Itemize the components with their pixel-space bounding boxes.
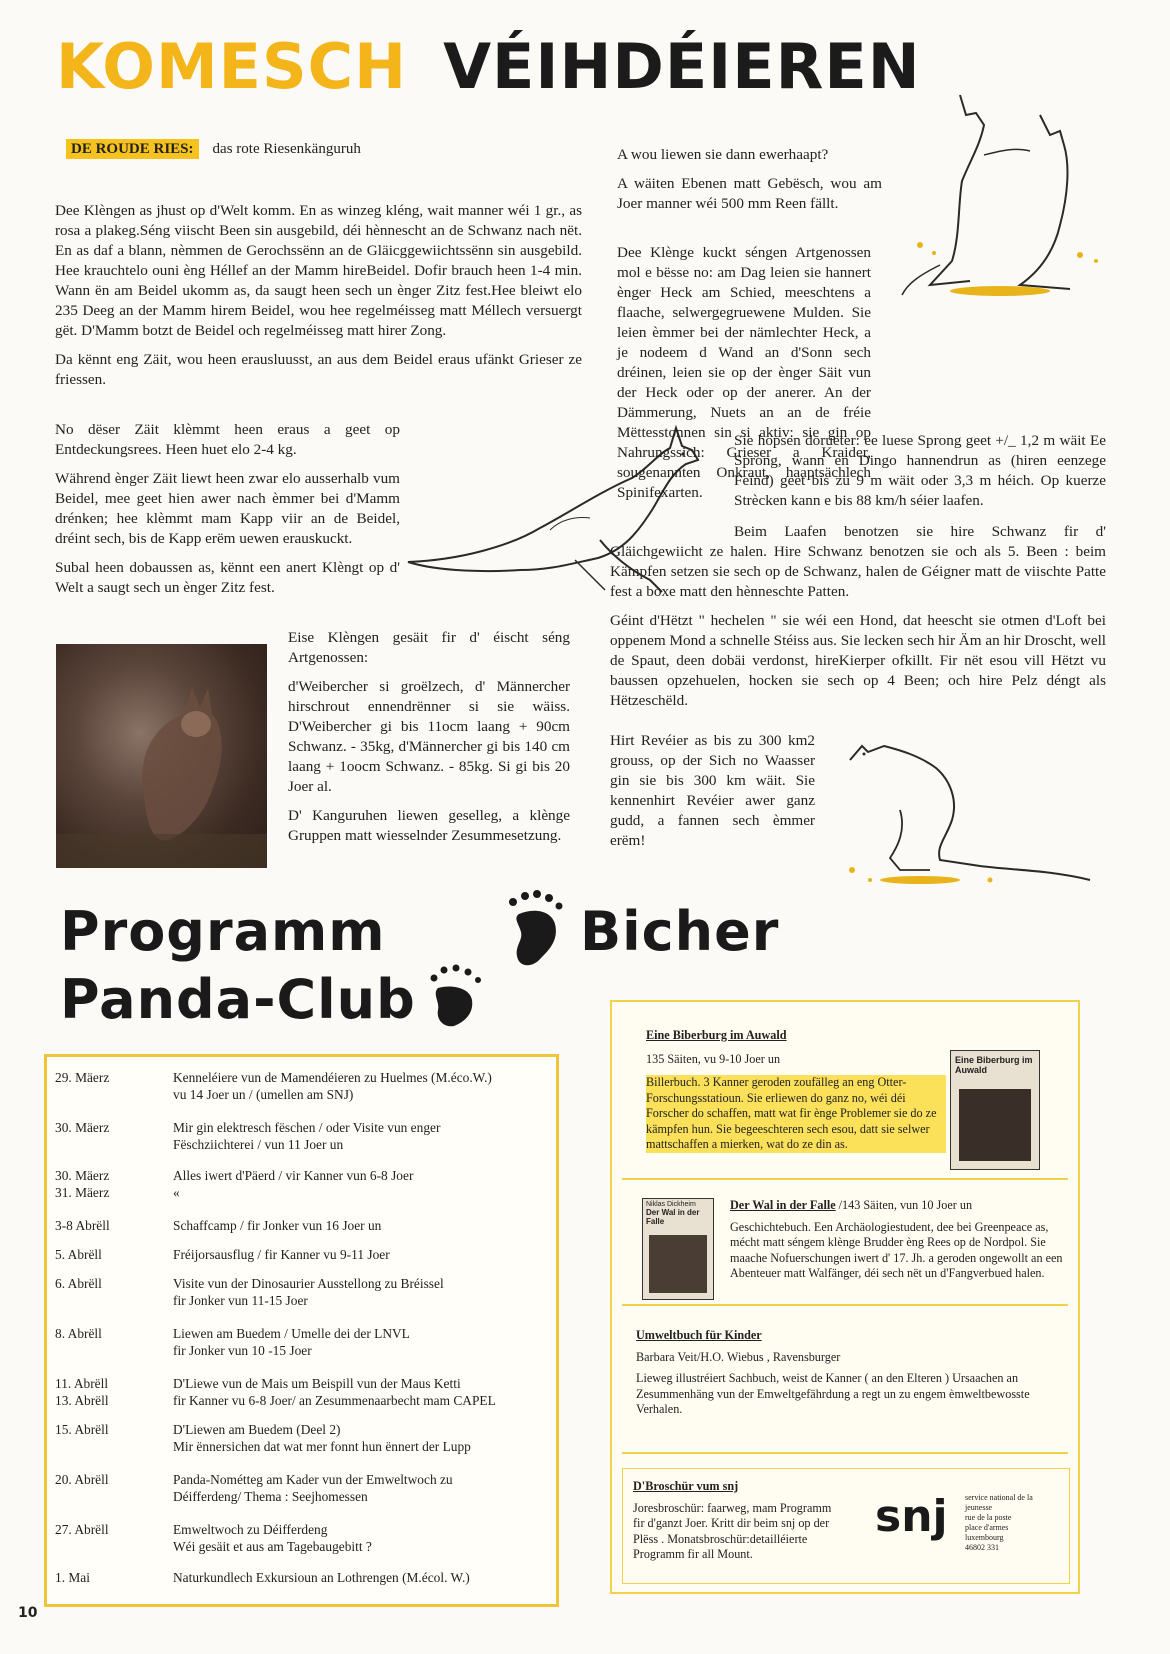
article-heading xyxy=(66,140,361,158)
paragraph: No dëser Zäit klèmmt heen eraus a geet op Entdeckungsrees. Heen huet elo 2-4 kg. xyxy=(55,421,400,458)
title-part2: VÉIHDÉIEREN xyxy=(443,30,921,103)
paragraph: Beim Laafen benotzen sie hire Schwanz fir d' Gläichgewiicht ze halen. Hire Schwanz benotzen sie och als 5. Been : beim Kämpfen setzen sie sech op de Schwanz, halen de Géigner matt de viischte Patte fest a boxe matt den hènneschte Patten. xyxy=(610,523,1106,600)
article-right-lower xyxy=(610,522,1106,720)
book-1-cover-title: Eine Biberburg im Auwald xyxy=(955,1055,1033,1075)
paragraph: Sie hopsen dorueter: ee luese Sprong geet +/_ 1,2 m wäit Ee Sprong, wann en Dingo hannendrun as (hiren eenzege Feind) geet bis zu 9 m wäit oder 3,3 m héich. Op kuerze Strècken kann e bis 88 km/h séier laafen. xyxy=(734,432,1106,509)
paragraph: Dee Klèngen as jhust op d'Welt komm. En as winzeg kléng, wait manner wéi 1 gr., as rosa a plakeg.Séng viischt Been sin ausgebild, déi hènnescht an de Schwanz nach nët. En as daf a blann, nèmmen de Gerochssënn an de Gläicggewiichtssënn sin ausgebild. Hee krauchtelo ouni èng Héllef an der Mamm hireBeidel. Dofir brauch heen 1-4 min. Wann ën am Beidel ukomm as, da saugt heen sech un ènger Zitz fest.Hee bleiwt elo 235 Deeg an der Mamm hirem Beidel, wou hee regelméisseg matt Méllech versuergt gët. D'Mamm botzt de Beidel och regelméisseg matt hirer Zong. xyxy=(55,202,582,339)
program-text: Visite vun der Dinosaurier Ausstellong zu Bréissel fir Jonker vun 11-15 Joer xyxy=(173,1276,444,1308)
article-subtitle: das rote Riesenkänguruh xyxy=(212,141,361,157)
program-row xyxy=(47,1409,556,1455)
program-date: 3-8 Abrëll xyxy=(55,1218,110,1233)
program-date: 5. Abrëll xyxy=(55,1247,102,1262)
program-row xyxy=(47,1505,556,1555)
paragraph: A wäiten Ebenen matt Gebësch, wou am Joer manner wéi 500 mm Reen fällt. xyxy=(617,175,882,212)
program-date: 6. Abrëll xyxy=(55,1276,102,1291)
book-2-cover-title: Der Wal in der Falle xyxy=(646,1208,700,1226)
program-row xyxy=(47,1455,556,1505)
program-text: Emweltwoch zu Déifferdeng Wéi gesäit et aus am Tagebaugebitt ? xyxy=(173,1522,372,1554)
program-text: D'Liewe vun de Mais um Beispill vun der Maus Ketti fir Kanner vu 6-8 Joer/ an Zesummenaarbecht mam CAPEL xyxy=(173,1376,496,1408)
program-date: 30. Mäerz 31. Mäerz xyxy=(55,1168,110,1200)
article-right-bottom xyxy=(610,731,815,860)
program-date: 11. Abrëll 13. Abrëll xyxy=(55,1376,109,1408)
paw-print-icon xyxy=(428,960,488,1030)
program-text: Kenneléiere vun de Mamendéieren zu Huelmes (M.éco.W.) vu 14 Joer un / (umellen am SNJ) xyxy=(173,1070,492,1102)
program-text: Mir gin elektresch fëschen / oder Visite vun enger Fëschziichterei / vun 11 Joer un xyxy=(173,1120,441,1152)
books-box xyxy=(610,1000,1080,1594)
book-1-cover xyxy=(950,1050,1040,1170)
program-row xyxy=(47,1555,556,1586)
kangaroo-photo xyxy=(56,644,267,868)
program-table xyxy=(47,1057,556,1586)
snj-panel xyxy=(622,1468,1070,1584)
program-row xyxy=(47,1201,556,1234)
program-row xyxy=(47,1359,556,1409)
book-3-text: Lieweg illustréiert Sachbuch, weist de Kanner ( an den Elteren ) Ursaachen an Zesummenhäng vun der Emweltgefährdung a regt un zu engem èmweltbewosste Verhalen. xyxy=(636,1371,1030,1416)
program-row xyxy=(47,1057,556,1103)
program-date: 8. Abrëll xyxy=(55,1326,102,1341)
snj-address-line: rue de la poste xyxy=(965,1513,1012,1522)
article-right-hop xyxy=(734,431,1106,520)
paragraph: Subal heen dobaussen as, kënnt een anert Klèngt op d' Welt a saugt sech un ènger Zitz fest. xyxy=(55,559,400,596)
snj-address-line: service national de la jeunesse xyxy=(965,1493,1033,1512)
program-date: 1. Mai xyxy=(55,1570,90,1585)
club-line1: Programm xyxy=(60,900,386,963)
article-left-bottom xyxy=(288,628,570,855)
book-2-title: Der Wal in der Falle xyxy=(730,1198,836,1212)
snj-title: D'Broschür vum snj xyxy=(633,1479,739,1493)
program-text: D'Liewen am Buedem (Deel 2) Mir ënnersichen dat wat mer fonnt hun ënnert der Lupp xyxy=(173,1422,471,1454)
book-1-text: Billerbuch. 3 Kanner geroden zoufälleg an eng Otter- Forschungsstatioun. Sie erliewen do ganz no, wéi déi Forscher do schaffen, matt wat fir ènge Problemer sie do ze kämpfen hun. Sie begeeschteren sech esou, datt sie selwer mattschaffen a mierken, wat do ze din as. xyxy=(646,1075,946,1153)
program-text: Schaffcamp / fir Jonker vun 16 Joer un xyxy=(173,1218,382,1233)
program-text: Alles iwert d'Päerd / vir Kanner vun 6-8 Joer « xyxy=(173,1168,414,1200)
page-title xyxy=(56,30,921,103)
paragraph: d'Weibercher si groëlzech, d' Männercher hirschrout ennendrënner si sie wäiss. D'Weibercher gi bis 11ocm laang + 90cm Schwanz. - 35kg, d'Männercher gi bis 140 cm laang + 1oocm Schwanz. - 85kg. Si gi bis 20 Joer al. xyxy=(288,678,570,795)
paragraph: A wou liewen sie dann ewerhaapt? xyxy=(617,146,829,163)
paragraph: Da kënnt eng Zäit, wou heen erausluusst, an aus dem Beidel eraus ufänkt Grieser ze friessen. xyxy=(55,351,582,388)
paragraph: Während ènger Zäit liewt heen zwar elo ausserhalb vum Beidel, mee geet hien awer nach èmmer bei d'Mamm drénken; hee klèmmt mam Kapp viir an de Beidel, dréint sech, bis de Kapp erëm uewen erauskuckt. xyxy=(55,470,400,547)
snj-logo: snj xyxy=(875,1491,948,1542)
article-left-mid xyxy=(55,420,400,607)
title-part1: KOMESCH xyxy=(56,30,408,103)
paw-print-icon xyxy=(505,888,575,972)
book-1 xyxy=(646,1028,946,1153)
snj-logo-block xyxy=(861,1483,1061,1569)
program-date: 30. Mäerz xyxy=(55,1120,110,1135)
paragraph: Eise Klèngen gesäit fir d' éischt séng Artgenossen: xyxy=(288,629,570,666)
article-left-top xyxy=(55,201,582,399)
program-box xyxy=(44,1054,559,1607)
program-text: Panda-Nométteg am Kader vun der Emweltwoch zu Déifferdeng/ Thema : Seejhomessen xyxy=(173,1472,453,1504)
club-bicher: Bicher xyxy=(580,900,780,963)
program-row xyxy=(47,1103,556,1153)
program-row xyxy=(47,1309,556,1359)
snj-text: Joresbroschür: faarweg, mam Programm fir d'ganzt Joer. Kritt dir beim snj op der Plëss . Monatsbroschür:detailléierte Programm fir all Mount. xyxy=(633,1500,832,1561)
program-date: 27. Abrëll xyxy=(55,1522,109,1537)
program-text: Naturkundlech Exkursioun an Lothrengen (M.écol. W.) xyxy=(173,1570,470,1585)
paragraph: Hirt Revéier as bis zu 300 km2 grouss, op der Sich no Waasser gin sie bis 300 km wäit. Sie kennenhirt Revéier awer ganz gudd, a fannen sech èmmer erëm! xyxy=(610,732,815,849)
book-2-cover-author: Niklas Dickheim xyxy=(646,1201,696,1208)
book-3-title: Umweltbuch für Kinder xyxy=(636,1328,762,1342)
snj-brochure xyxy=(633,1479,833,1563)
book-2-text: Geschichtebuch. Een Archäologiestudent, dee bei Greenpeace as, mécht matt séngem klènge Brudder èng Rees op de Nordpol. Sie maache Nofuerschungen iwert d' 17. Jh. a geroden ongewollt an een Abenteuer matt Walfänger, déi sech nët un d'Fangverbued halen. xyxy=(730,1219,1063,1280)
book-3-sub: Barbara Veit/H.O. Wiebus , Ravensburger xyxy=(636,1349,841,1364)
program-text: Liewen am Buedem / Umelle dei der LNVL fir Jonker vun 10 -15 Joer xyxy=(173,1326,410,1358)
paragraph: Géint d'Hëtzt " hechelen " sie wéi een Hond, dat heescht sie otmen d'Loft bei oppenem Mond a schnelle Stéiss aus. Sie lecken sech hir Äm an hir Droscht, well de Spaut, deen dobäi verdonst, hireKierper ofkillt. Fir nët esou vill Hëtzt vu baussen opzehuelen, hocken sie sech op 4 Been; och hire Pelz déngt als Hëtzeschëld. xyxy=(610,612,1107,709)
program-date: 20. Abrëll xyxy=(55,1472,109,1487)
snj-address-line: place d'armes xyxy=(965,1523,1009,1532)
article-right-top xyxy=(617,145,882,223)
paragraph: D' Kanguruhen liewen geselleg, a klènge Gruppen matt wiesselnder Zesummesetzung. xyxy=(288,807,570,844)
program-date: 15. Abrëll xyxy=(55,1422,109,1437)
article-tag: DE ROUDE RIES: xyxy=(66,139,199,159)
kangaroos-boxing-illustration xyxy=(900,85,1110,305)
book-2-cover xyxy=(642,1198,714,1300)
book-3 xyxy=(636,1328,1068,1418)
book-1-sub: 135 Säiten, vu 9-10 Joer un xyxy=(646,1051,781,1066)
snj-address xyxy=(965,1493,1057,1553)
book-2-sub: /143 Säiten, vun 10 Joer un xyxy=(835,1198,973,1212)
snj-phone: 46802 331 xyxy=(965,1543,999,1552)
page-number: 10 xyxy=(18,1605,38,1621)
program-row xyxy=(47,1234,556,1263)
kangaroo-mother-joey-illustration xyxy=(840,720,1100,890)
snj-address-line: luxembourg xyxy=(965,1533,1004,1542)
program-text: Fréijorsausflug / fir Kanner vu 9-11 Joer xyxy=(173,1247,390,1262)
book-1-title: Eine Biberburg im Auwald xyxy=(646,1028,787,1042)
program-row xyxy=(47,1153,556,1201)
club-line2: Panda-Club xyxy=(60,968,416,1031)
paragraph: Dee Klènge kuckt séngen Artgenossen mol e bësse no: am Dag leien sie hannert ènger Heck am Schied, meeschtens a flaache, selwergegruewene Mulden. Sie leien èmmer bei der nämlechter Heck, a je nodeem d Wand an d'Sonn sech dréinen, leien sie op der ènger Säit vun der Heck oder op der anerer. An der Dämmerung, Nuets an an de fréie Mëttesstonnen sin si aktiv: sie gin op Nahrungssich: Grieser a Kraider, sougenannten Onkraut, haaptsächlech Spinifexarten. xyxy=(617,244,871,501)
program-date: 29. Mäerz xyxy=(55,1070,110,1085)
program-row xyxy=(47,1263,556,1309)
book-2 xyxy=(730,1198,1066,1282)
